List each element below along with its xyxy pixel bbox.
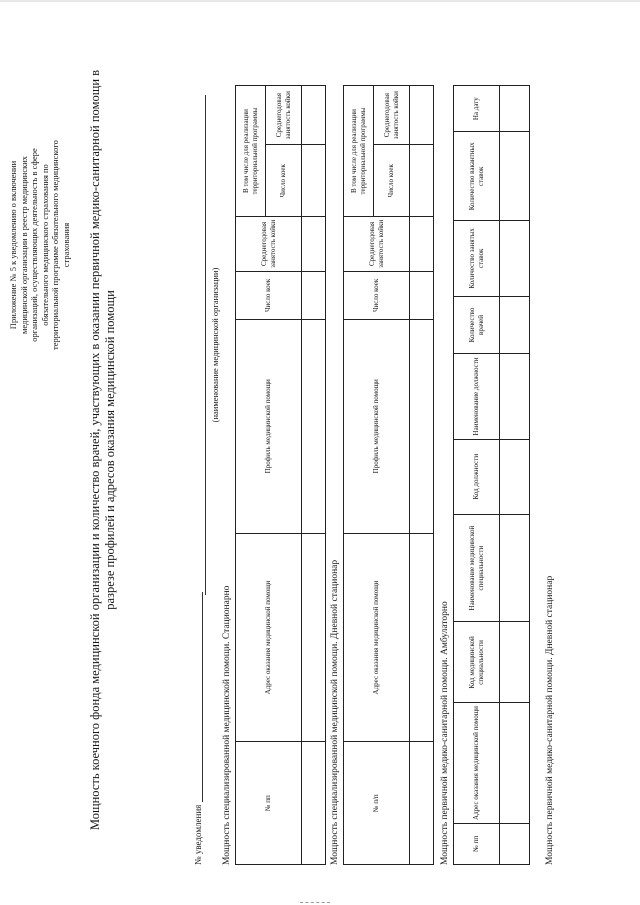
notice-number-row xyxy=(192,592,203,865)
th-territorial-group: В том числе для реализации территориальной программы xyxy=(236,86,266,217)
table-cell xyxy=(302,217,326,272)
table-cell xyxy=(410,145,434,217)
th-beds: Число коек xyxy=(236,271,302,319)
table-cell xyxy=(500,823,530,864)
th-occupied-rates: Количество занятых ставок xyxy=(454,221,500,296)
th-num: № п/п xyxy=(344,742,410,865)
table-cell xyxy=(302,145,326,217)
table-cell xyxy=(500,622,530,703)
section-primary-day-hospital-title: Мощность первичной медико-санитарной помощи. Дневной стационар xyxy=(545,575,555,865)
section-inpatient-title: Мощность специализированной медицинской помощи. Стационарно xyxy=(222,585,232,865)
section-outpatient-title: Мощность первичной медико-санитарной помощи. Амбулаторно xyxy=(440,601,450,865)
table-cell xyxy=(302,271,326,319)
th-profile: Профиль медицинской помощи xyxy=(344,320,410,534)
th-address: Адрес оказания медицинской помощи xyxy=(236,533,302,742)
appendix-note: Приложение № 5 к уведомлению о включении медицинской организации в реестр медицинских организаций, осуществляющих деятельность в сфере обязательного медицинского страхования по территориальной программе обязательного медицинского страхования xyxy=(8,140,71,350)
table-cell xyxy=(500,439,530,514)
th-position-code: Код должности xyxy=(454,439,500,514)
table-outpatient xyxy=(453,85,530,865)
th-sub-occupancy: Среднегодовая занятость койки xyxy=(266,86,302,145)
th-num: № пп xyxy=(236,742,302,865)
table-inpatient xyxy=(235,85,326,865)
th-sub-occupancy: Среднегодовая занятость койки xyxy=(374,86,410,145)
table-cell xyxy=(410,86,434,145)
table-cell xyxy=(500,514,530,622)
th-territorial-group: В том числе для реализации территориальной программы xyxy=(344,86,374,217)
table-cell xyxy=(500,354,530,439)
table-cell xyxy=(410,271,434,319)
table-cell xyxy=(302,742,326,865)
table-cell xyxy=(500,296,530,354)
table-cell xyxy=(410,533,434,742)
th-beds: Число коек xyxy=(344,271,410,319)
table-cell xyxy=(500,86,530,132)
th-address: Адрес оказания медицинской помощи xyxy=(454,703,500,823)
organization-name-caption: (наименование медицинской организации) xyxy=(210,267,220,423)
table-cell xyxy=(410,742,434,865)
th-doctors: Количество врачей xyxy=(454,296,500,354)
th-date: На дату xyxy=(454,86,500,132)
table-cell xyxy=(500,703,530,823)
section-day-hospital-title: Мощность специализированной медицинской помощи. Дневной стационар xyxy=(330,559,340,865)
table-cell xyxy=(500,221,530,296)
th-sub-beds: Число коек xyxy=(374,145,410,217)
table-cell xyxy=(302,86,326,145)
table-cell xyxy=(500,132,530,221)
table-cell xyxy=(410,217,434,272)
document-title: Мощность коечного фонда медицинской организации и количество врачей, участвующих в оказании первичной медико-санитарной помощи в разрезе профилей и адресов оказания медицинской помощи xyxy=(88,69,117,831)
notice-number-field xyxy=(192,592,203,802)
th-profile: Профиль медицинской помощи xyxy=(236,320,302,534)
notice-number-label: № уведомления xyxy=(193,804,203,865)
table-cell xyxy=(302,533,326,742)
table-cell xyxy=(302,320,326,534)
th-address: Адрес оказания медицинской помощи xyxy=(344,533,410,742)
table-cell xyxy=(410,320,434,534)
organization-name-line xyxy=(205,95,206,595)
th-spec-name: Наименование медицинской специальности xyxy=(454,514,500,622)
th-sub-beds: Число коек xyxy=(266,145,302,217)
th-num: № пп xyxy=(454,823,500,864)
th-occupancy: Среднегодовая занятость койки xyxy=(236,217,302,272)
th-occupancy: Среднегодовая занятость койки xyxy=(344,217,410,272)
th-vacant-rates: Количество вакантных ставок xyxy=(454,132,500,221)
th-spec-code: Код медицинской специальности xyxy=(454,622,500,703)
table-day-hospital xyxy=(343,85,434,865)
th-position-name: Наименование должности xyxy=(454,354,500,439)
